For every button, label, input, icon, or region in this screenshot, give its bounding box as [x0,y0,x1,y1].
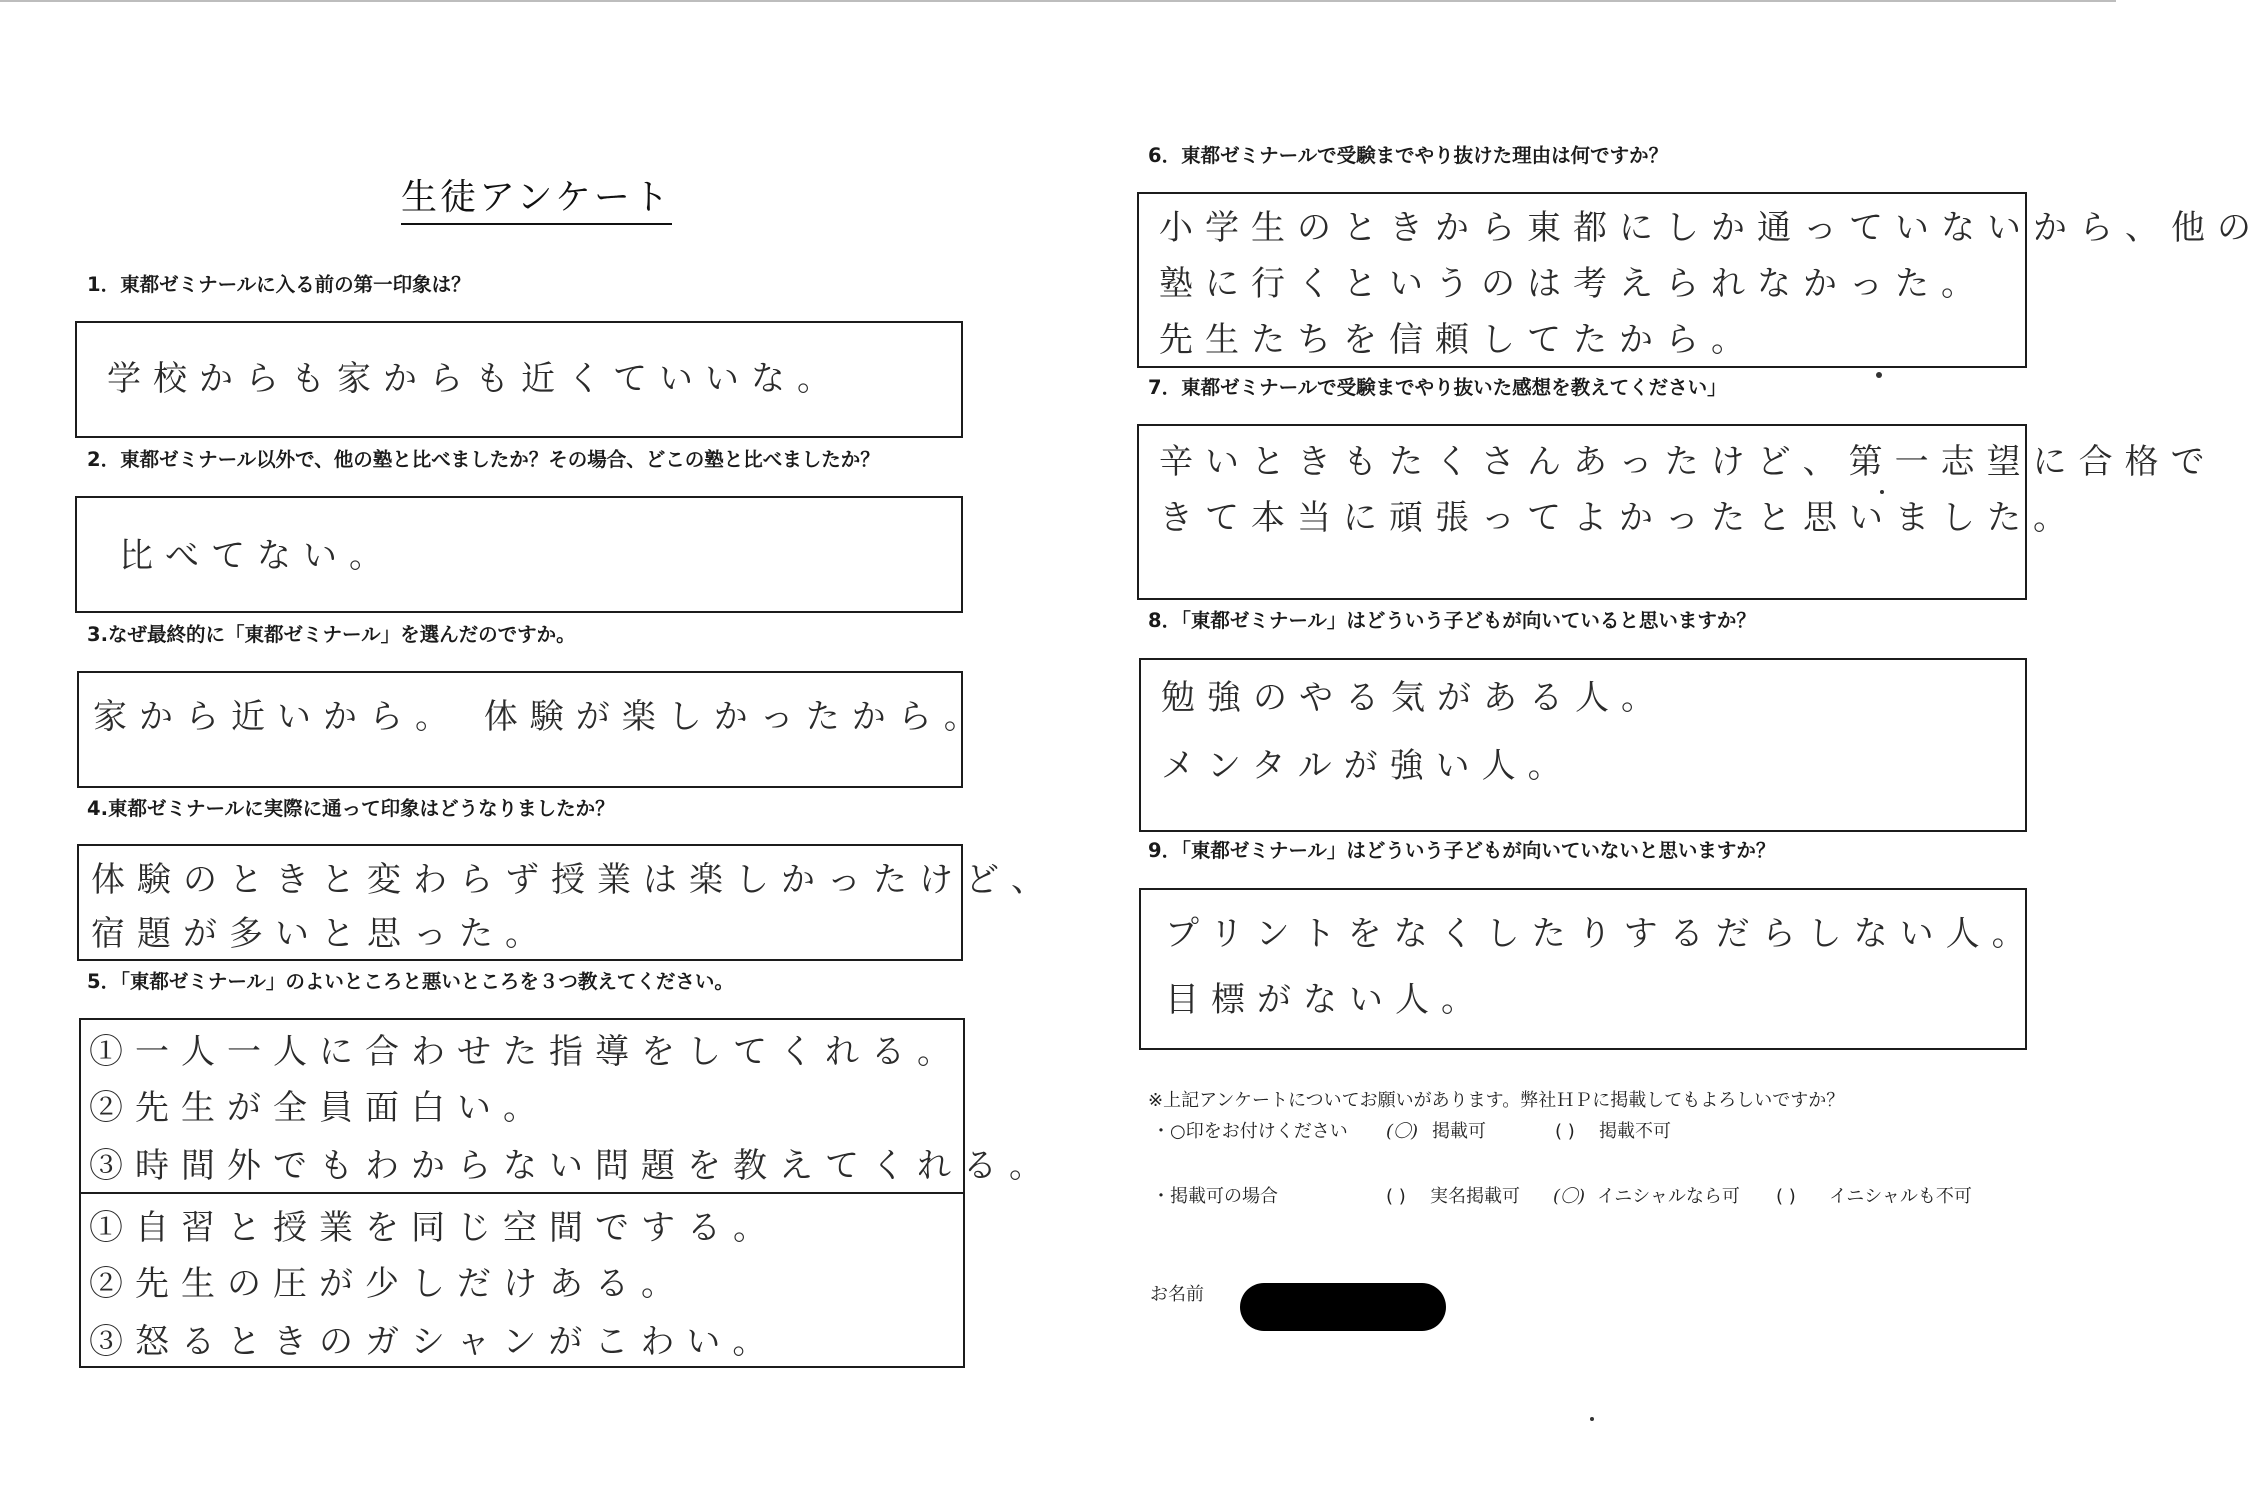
name-label: お名前 [1150,1284,1204,1305]
publish-ok-option: 掲載可 [1432,1121,1486,1142]
initial-ng-option: イニシャルも不可 [1829,1186,1972,1207]
question-7-answer-box [1137,424,2217,600]
publish-ok-mark[interactable]: (〇) [1386,1121,1419,1142]
question-5-label: 5．「東都ゼミナール」のよいところと悪いところを３つ教えてください。 [87,970,734,993]
question-1-answer-box [75,321,963,438]
question-6-label: 6．東都ゼミナールで受験までやり抜けた理由は何ですか？ [1148,144,1669,167]
question-1-label: 1．東都ゼミナールに入る前の第一印象は？ [87,273,471,296]
bad-point-line: ②先生の圧が少しだけある。 [89,1264,687,1304]
question-5-good-box [79,1018,1055,1194]
question-3-answer-box [77,671,990,788]
answer-line: 勉強のやる気がある人。 [1161,678,1667,718]
good-point-line: ③時間外でもわからない問題を教えてくれる。 [89,1146,1055,1186]
answer-line: 塾に行くというのは考えられなかった。 [1159,264,1987,304]
answer-line: 辛いときもたくさんあったけど、第一志望に合格で [1159,442,2217,482]
question-4-answer-box [77,844,1057,961]
question-8-label: 8．「東都ゼミナール」はどういう子どもが向いていると思いますか？ [1148,609,1756,632]
initial-ok-option: イニシャルなら可 [1597,1186,1740,1207]
consent-note: ※上記アンケートについてお願いがあります。弊社ＨＰに掲載してもよろしいですか？ [1148,1090,1845,1111]
if-publish-label: ・掲載可の場合 [1152,1186,1278,1207]
answer-line: 小学生のときから東都にしか通っていないから、他の [1159,208,2263,248]
question-7-label: 7．東都ゼミナールで受験までやり抜いた感想を教えてください」 [1148,376,1727,399]
initial-ng-mark[interactable]: ( ) [1776,1186,1796,1207]
bad-point-line: ③怒るときのガシャンがこわい。 [89,1322,779,1362]
question-9-answer-box [1139,888,2038,1050]
question-4-label: 4.東都ゼミナールに実際に通って印象はどうなりましたか？ [87,797,615,820]
answer-line: 比べてない。 [119,536,395,576]
realname-option: 実名掲載可 [1430,1186,1520,1207]
scan-speck [1876,372,1882,378]
answer-line: 学校からも家からも近くていいな。 [107,359,843,399]
answer-line: 体験のときと変わらず授業は楽しかったけど、 [91,860,1057,900]
question-9-label: 9．「東都ゼミナール」はどういう子どもが向いていないと思いますか？ [1148,839,1776,862]
realname-mark[interactable]: ( ) [1386,1186,1406,1207]
answer-line: 目標がない人。 [1165,980,1487,1020]
consent-instruction: ・○印をお付けください [1152,1121,1348,1142]
good-point-line: ①一人一人に合わせた指導をしてくれる。 [89,1032,963,1072]
question-6-answer-box [1137,192,2263,368]
answer-line: プリントをなくしたりするだらしない人。 [1165,914,2038,954]
publish-ng-option: 掲載不可 [1599,1121,1671,1142]
question-5-bad-box [79,1192,965,1368]
scan-speck [1590,1417,1594,1421]
question-8-answer-box [1139,658,2027,832]
answer-line: メンタルが強い人。 [1161,746,1574,786]
good-point-line: ②先生が全員面白い。 [89,1088,549,1128]
page-title: 生徒アンケート [401,176,672,225]
scan-speck [1880,490,1884,494]
bad-point-line: ①自習と授業を同じ空間でする。 [89,1208,779,1248]
publish-ng-mark[interactable]: ( ) [1555,1121,1575,1142]
answer-line: 家から近いから。 体験が楽しかったから。 [93,697,990,737]
scan-top-edge [0,0,2116,2]
answer-line: きて本当に頑張ってよかったと思いました。 [1159,498,2079,538]
answer-line: 宿題が多いと思った。 [91,914,551,954]
name-redaction [1240,1283,1446,1331]
answer-line: 先生たちを信頼してたから。 [1159,320,1757,360]
question-2-label: 2．東都ゼミナール以外で、他の塾と比べましたか？その場合、どこの塾と比べましたか？ [87,448,880,471]
initial-ok-mark[interactable]: (〇) [1553,1186,1586,1207]
question-2-answer-box [75,496,963,613]
question-3-label: 3.なぜ最終的に「東都ゼミナール」を選んだのですか。 [87,623,576,646]
